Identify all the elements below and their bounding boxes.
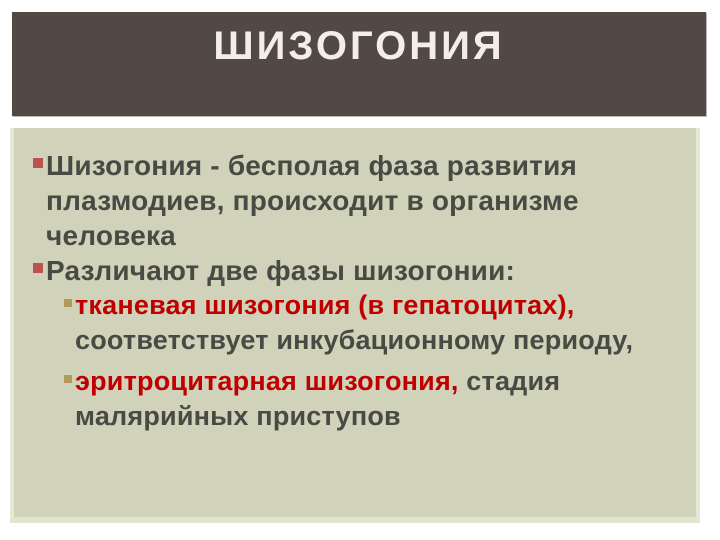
sub-bullet-item-tissue <box>64 288 666 358</box>
slide-title-bar <box>12 12 706 116</box>
bullet-item-definition <box>33 148 666 253</box>
sub-bullet-item-erythrocytic <box>64 364 666 434</box>
bullet-text-phases: Различают две фазы шизогонии: <box>46 255 516 286</box>
sub-bullet-highlight-tissue: тканевая шизогония (в гепатоцитах), <box>75 290 575 320</box>
bullet-text-definition: Шизогония - бесполая фаза развития плазмодиев, происходит в организме человека <box>46 150 579 251</box>
bullet-square-icon <box>33 158 43 168</box>
sub-bullet-square-icon <box>64 299 72 307</box>
bullet-square-icon <box>33 263 43 273</box>
slide-body <box>10 128 700 523</box>
sub-bullet-text-erythrocytic <box>75 364 655 434</box>
sub-bullet-rest-erythrocytic: стадия малярийных приступов <box>75 366 561 431</box>
sub-bullet-square-icon <box>64 375 72 383</box>
sub-bullet-highlight-erythrocytic: эритроцитарная шизогония, <box>75 366 459 396</box>
sub-bullet-text-tissue <box>75 288 655 358</box>
slide-title: ШИЗОГОНИЯ <box>213 24 505 68</box>
sub-bullet-rest-tissue: соответствует инкубационному периоду, <box>75 325 634 355</box>
bullet-item-phases <box>33 253 666 288</box>
